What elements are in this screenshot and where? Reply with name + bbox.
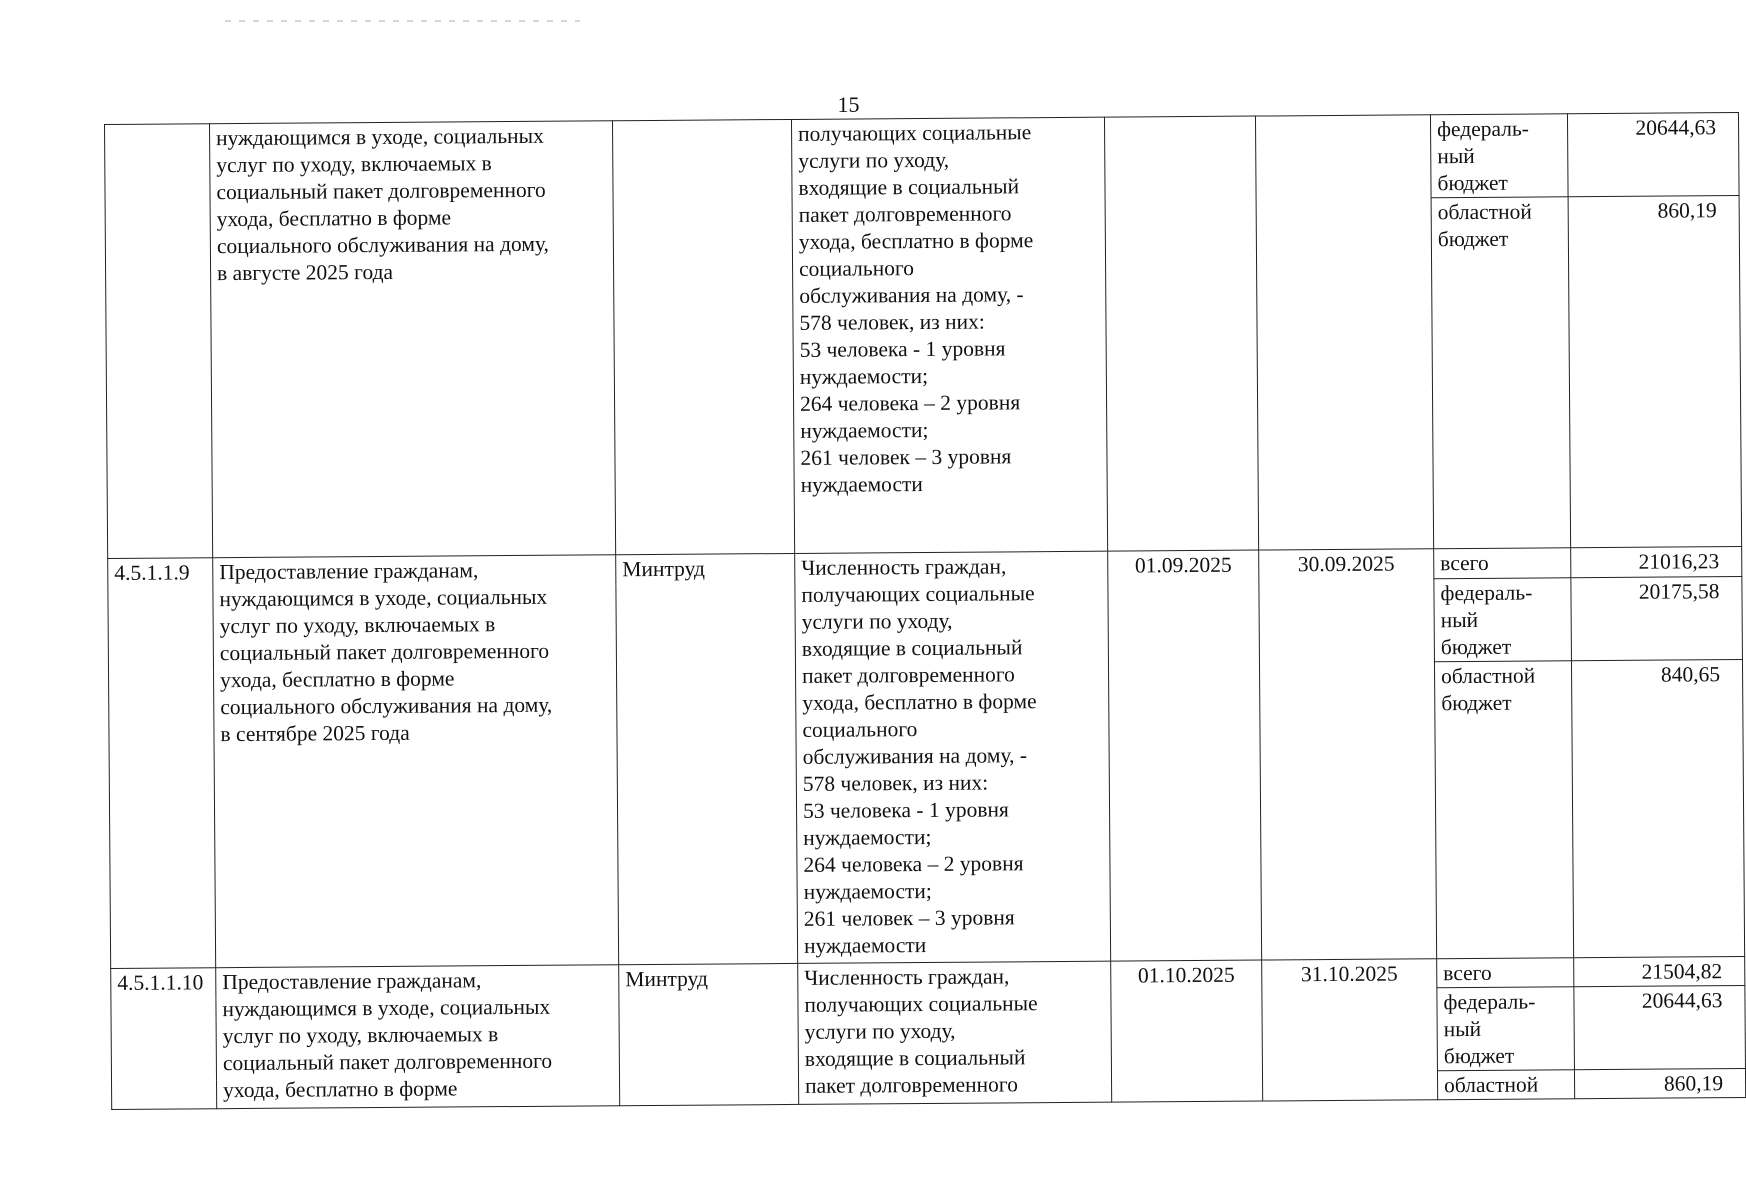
measure-name: Предоставление гражданам, нуждающимся в уходе, социальных услуг по уходу, включаемых в социальный пакет долговременного ухода, бесплатно в форме [216,965,620,1109]
funding-source: федераль- ный бюджет [1437,987,1575,1071]
row-number [105,124,213,559]
indicator: Численность граждан, получающих социальные услуги по уходу, входящие в социальный пакет долговременного ухода, бесплатно в форме социального обслуживания на дому, - 578 человек, из них: 53 человека - 1 уровня нуждаемости; 264 человека – 2 уровня нуждаемости; 261 человек – 3 уровня нуждаемости [795,551,1111,963]
table-row [105,113,1740,208]
end-date: 31.10.2025 [1262,959,1438,1101]
indicator: получающих социальные услуги по уходу, входящие в социальный пакет долговременного ухода, бесплатно в форме социального обслуживания на дому, - 578 человек, из них: 53 человека - 1 уровня нуждаемости; 264 человека – 2 уровня нуждаемости; 261 человек – 3 уровня нуждаемости [791,117,1107,553]
funding-amount: 20644,63 [1574,985,1746,1069]
funding-source: областной [1437,1070,1574,1100]
funding-source: федераль- ный бюджет [1434,578,1572,662]
funding-amount: 21016,23 [1571,547,1742,578]
funding-amount: 840,65 [1571,660,1744,958]
scan-artifact [225,20,580,22]
end-date: 30.09.2025 [1259,549,1437,960]
funding-amount: 860,19 [1568,196,1742,548]
funding-source: федераль- ный бюджет [1430,114,1568,198]
executor: Минтруд [619,963,799,1105]
measures-table [104,112,1746,1110]
row-number: 4.5.1.1.9 [108,558,216,969]
executor [612,119,794,554]
start-date [1104,116,1258,551]
measure-name: нуждающимся в уходе, социальных услуг по уходу, включаемых в социальный пакет долговременного ухода, бесплатно в форме социального обслуживания на дому, в августе 2025 года [210,121,616,558]
start-date: 01.10.2025 [1111,960,1263,1102]
measure-name: Предоставление гражданам, нуждающимся в уходе, социальных услуг по уходу, включаемых в социальный пакет долговременного ухода, бесплатно в форме социального обслуживания на дому, в сентябре 2025 года [213,555,619,968]
executor: Минтруд [616,553,798,964]
indicator: Численность граждан, получающих социальные услуги по уходу, входящие в социальный пакет долговременного [798,961,1112,1104]
funding-amount: 21504,82 [1574,956,1745,986]
funding-source: всего [1437,958,1574,988]
funding-amount: 860,19 [1574,1068,1745,1098]
funding-amount: 20644,63 [1567,113,1739,197]
row-number: 4.5.1.1.10 [111,968,217,1110]
start-date: 01.09.2025 [1108,550,1262,961]
funding-source: областной бюджет [1434,661,1573,959]
funding-amount: 20175,58 [1571,577,1743,661]
end-date [1255,115,1433,550]
funding-source: областной бюджет [1431,197,1571,549]
measures-table-wrapper [104,113,1724,1110]
page-number: 15 [837,92,860,117]
funding-source: всего [1434,548,1571,579]
